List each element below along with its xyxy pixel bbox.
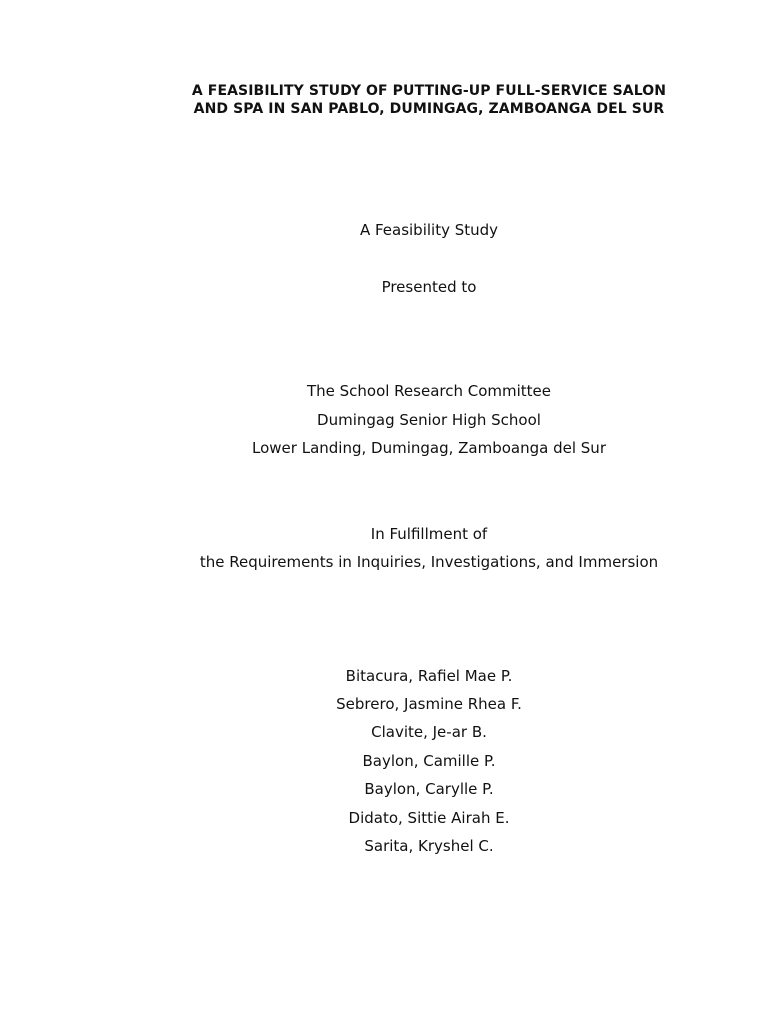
requirements-line: the Requirements in Inquiries, Investigations, and Immersion	[199, 553, 659, 571]
author-name: Clavite, Je-ar B.	[371, 723, 487, 741]
title-line-2: AND SPA IN SAN PABLO, DUMINGAG, ZAMBOANGA DEL SUR	[193, 101, 665, 117]
author-name: Baylon, Camille P.	[362, 752, 496, 770]
school-name: Dumingag Senior High School	[317, 411, 541, 429]
school-address: Lower Landing, Dumingag, Zamboanga del Sur	[252, 439, 606, 457]
document-type: A Feasibility Study	[359, 221, 499, 239]
fulfillment-line: In Fulfillment of	[370, 525, 488, 543]
presented-to: Presented to	[381, 278, 477, 296]
author-name: Sarita, Kryshel C.	[364, 837, 494, 855]
author-name: Didato, Sittie Airah E.	[348, 809, 510, 827]
title-line-1: A FEASIBILITY STUDY OF PUTTING-UP FULL-SERVICE SALON	[191, 83, 667, 99]
author-name: Baylon, Carylle P.	[364, 780, 494, 798]
committee-name: The School Research Committee	[306, 382, 552, 400]
document-title	[130, 82, 728, 118]
author-name: Sebrero, Jasmine Rhea F.	[336, 695, 522, 713]
author-name: Bitacura, Rafiel Mae P.	[345, 667, 513, 685]
